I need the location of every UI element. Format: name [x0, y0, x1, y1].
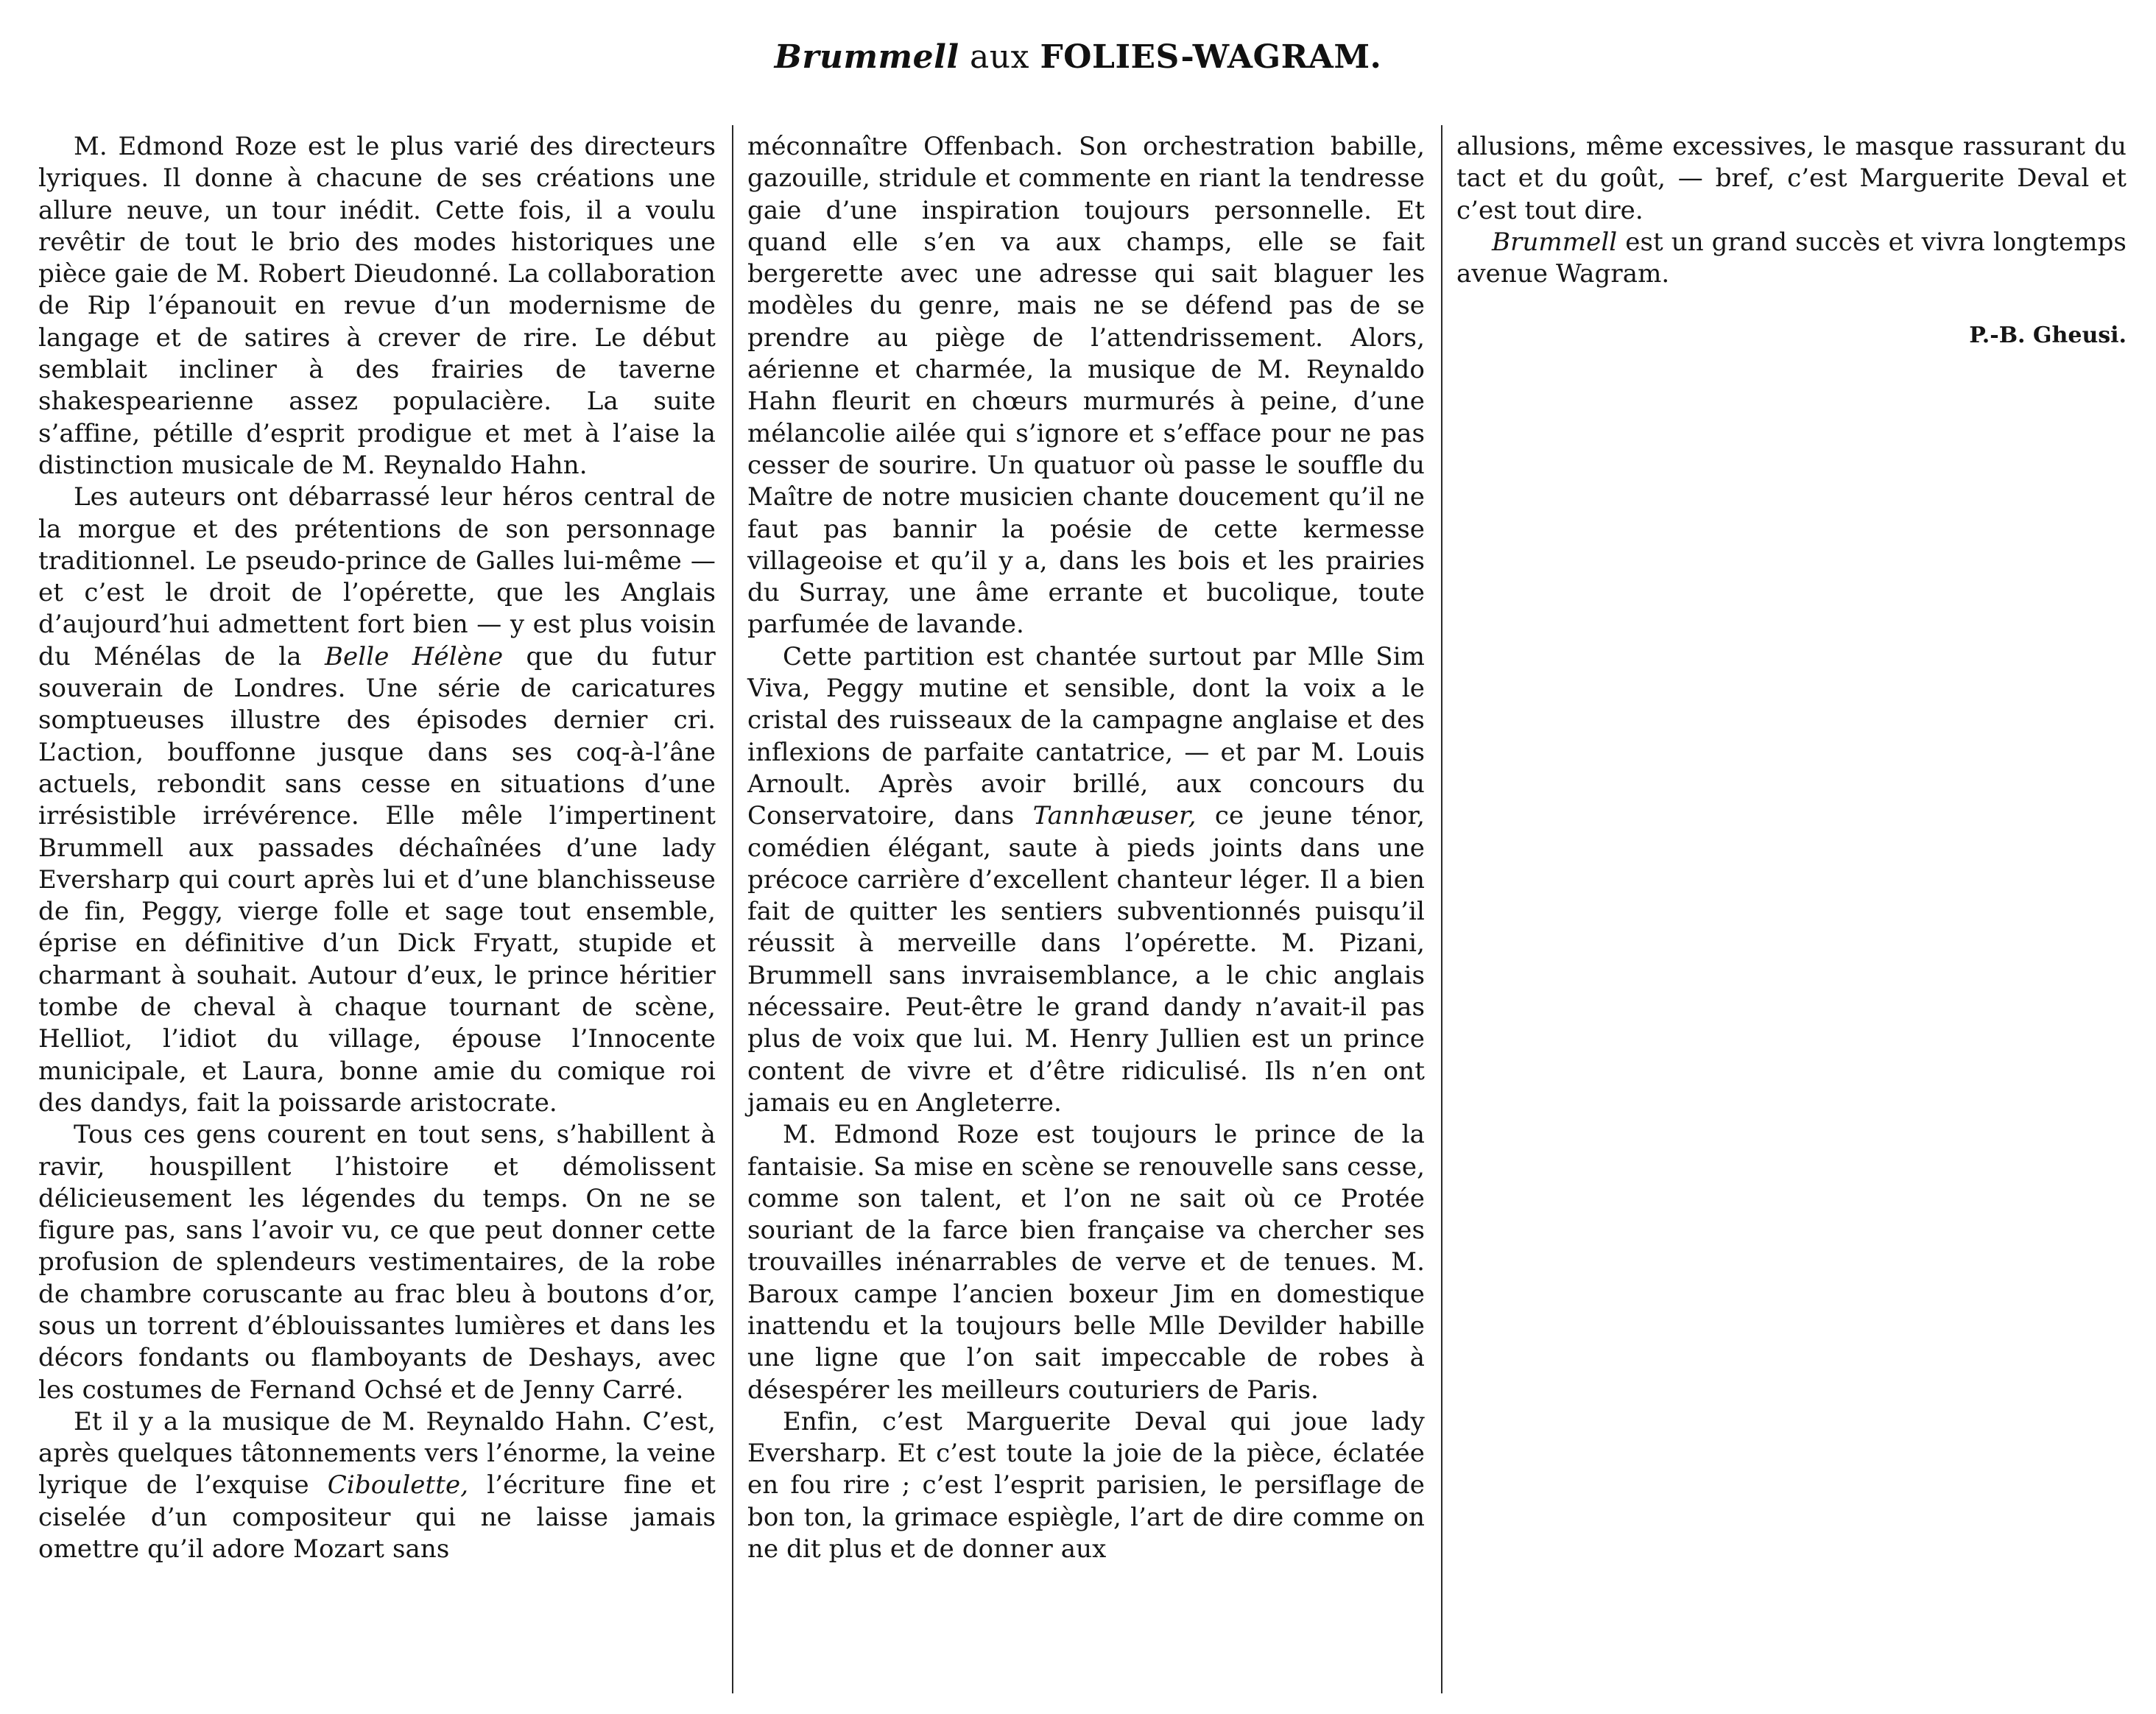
author-signature: P.-B. Gheusi. — [1969, 322, 2127, 348]
column-divider — [732, 125, 733, 1693]
paragraph — [747, 1406, 1425, 1565]
paragraph-text: Enfin, c’est Marguerite Deval qui joue lady Eversharp. Et c’est toute la joie de la pièce, éclatée en fou rire ; c’est l’esprit parisien, le persiflage de bon ton, la grimace espiègle, l’art de dire comme on ne dit plus et de donner aux — [747, 1406, 1425, 1565]
paragraph-text: Et il y a la musique de M. Reynaldo Hahn. C’est, après quelques tâtonnements vers l’énorme, la veine lyrique de l’exquise — [38, 1406, 716, 1500]
paragraph-text: Tous ces gens courent en tout sens, s’habillent à ravir, houspillent l’histoire et démolissent délicieusement les légendes du temps. On ne se figure pas, sans l’avoir vu, ce que peut donner cette profusion de splendeurs vestimentaires, de la robe de chambre coruscante au frac bleu à boutons d’or, sous un torrent d’éblouissantes lumières et dans les décors fondants ou flamboyants de Deshays, avec les costumes de Fernand Ochsé et de Jenny Carré. — [38, 1120, 716, 1405]
work-title: Ciboulette, — [327, 1470, 469, 1500]
work-title: Brummell — [1492, 227, 1618, 257]
title-middle: aux — [970, 38, 1029, 76]
paragraph-text: Les auteurs ont débarrassé leur héros central de la morgue et des prétentions de son personnage traditionnel. Le pseudo-prince de Galles lui-même — et c’est le droit de l’opérette, que les Anglais d’aujourd’hui admettent fort bien — y est plus voisin du Ménélas de la — [38, 482, 716, 671]
paragraph — [1456, 227, 2127, 291]
paragraph-text: ce jeune ténor, comédien élégant, saute à pieds joints dans une précoce carrière d’excellent chanteur léger. Il a bien fait de quitter les sentiers subventionnés puisqu’il réussit à merveille dans l’opérette. M. Pizani, Brummell sans invraisemblance, a le chic anglais nécessaire. Peut-être le grand dandy n’avait-il pas plus de voix que lui. M. Henry Jullien est un prince content de vivre et d’être ridiculisé. Ils n’en ont jamais eu en Angleterre. — [747, 801, 1425, 1118]
paragraph — [38, 131, 716, 482]
article-title — [0, 38, 2156, 77]
paragraph-text: que du futur souverain de Londres. Une série de caricatures somptueuses illustre des épisodes dernier cri. L’action, bouffonne jusque dans ses coq-à-l’âne actuels, rebondit sans cesse en situations d’une irrésistible irrévérence. Elle mêle l’impertinent Brummell aux passades déchaînées d’une lady Eversharp qui court après lui et d’une blanchisseuse de fin, Peggy, vierge folle et sage tout ensemble, éprise en définitive d’un Dick Fryatt, stupide et charmant à souhait. Autour d’eux, le prince héritier tombe de cheval à chaque tournant de scène, Helliot, l’idiot du village, épouse l’Innocente municipale, et Laura, bonne amie du comique roi des dandys, fait la poissarde aristocrate. — [38, 641, 716, 1118]
paragraph — [38, 482, 716, 1119]
paragraph-text: est un grand succès et vivra longtemps avenue Wagram. — [1456, 227, 2127, 289]
work-title: Belle Hélène — [324, 641, 504, 671]
article-column-1 — [38, 131, 716, 1565]
paragraph — [1456, 131, 2127, 227]
paragraph-text: Cette partition est chantée surtout par Mlle Sim Viva, Peggy mutine et sensible, dont la voix a le cristal des ruisseaux de la campagne anglaise et des inflexions de parfaite cantatrice, — et par M. Louis Arnoult. Après avoir brillé, aux concours du Conservatoire, dans — [747, 641, 1425, 831]
paragraph — [38, 1406, 716, 1565]
article-column-2 — [747, 131, 1425, 1565]
work-title: Tannhæuser, — [1032, 801, 1197, 831]
paragraph-text: méconnaître Offenbach. Son orchestration babille, gazouille, stridule et commente en riant la tendresse gaie d’une inspiration toujours personnelle. Et quand elle s’en va aux champs, elle se fait bergerette avec une adresse qui sait blaguer les modèles du genre, mais ne se défend pas de se prendre au piège de l’attendrissement. Alors, aérienne et charmée, la musique de M. Reynaldo Hahn fleurit en chœurs murmurés à peine, d’une mélancolie ailée qui s’ignore et s’efface pour ne pas cesser de sourire. Un quatuor où passe le souffle du Maître de notre musicien chante doucement qu’il ne faut pas bannir la poésie de cette kermesse villageoise et qu’il y a, dans les bois et les prairies du Surray, une âme errante et bucolique, toute parfumée de lavande. — [747, 132, 1425, 640]
title-italic: Brummell — [774, 38, 959, 76]
paragraph — [747, 1119, 1425, 1406]
paragraph — [747, 131, 1425, 641]
column-divider — [1441, 125, 1442, 1693]
paragraph-text: l’écriture fine et ciselée d’un compositeur qui ne laisse jamais omettre qu’il adore Mozart sans — [38, 1470, 716, 1565]
article-column-3 — [1456, 131, 2127, 290]
paragraph-text: allusions, même excessives, le masque rassurant du tact et du goût, — bref, c’est Marguerite Deval et c’est tout dire. — [1456, 132, 2127, 225]
paragraph-text: M. Edmond Roze est le plus varié des directeurs lyriques. Il donne à chacune de ses créations une allure neuve, un tour inédit. Cette fois, il a voulu revêtir de tout le brio des modes historiques une pièce gaie de M. Robert Dieudonné. La collaboration de Rip l’épanouit en revue d’un modernisme de langage et de satires à crever de rire. Le début semblait incliner à des frairies de taverne shakespearienne assez populacière. La suite s’affine, pétille d’esprit prodigue et met à l’aise la distinction musicale de M. Reynaldo Hahn. — [38, 132, 716, 480]
paragraph — [38, 1119, 716, 1406]
title-bold: FOLIES-WAGRAM. — [1040, 38, 1382, 76]
paragraph — [747, 641, 1425, 1119]
paragraph-text: M. Edmond Roze est toujours le prince de la fantaisie. Sa mise en scène se renouvelle sans cesse, comme son talent, et l’on ne sait où ce Protée souriant de la farce bien française va chercher ses trouvailles inénarrables de verve et de tenues. M. Baroux campe l’ancien boxeur Jim en domestique inattendu et la toujours belle Mlle Devilder habille une ligne que l’on sait impeccable de robes à désespérer les meilleurs couturiers de Paris. — [747, 1120, 1425, 1405]
